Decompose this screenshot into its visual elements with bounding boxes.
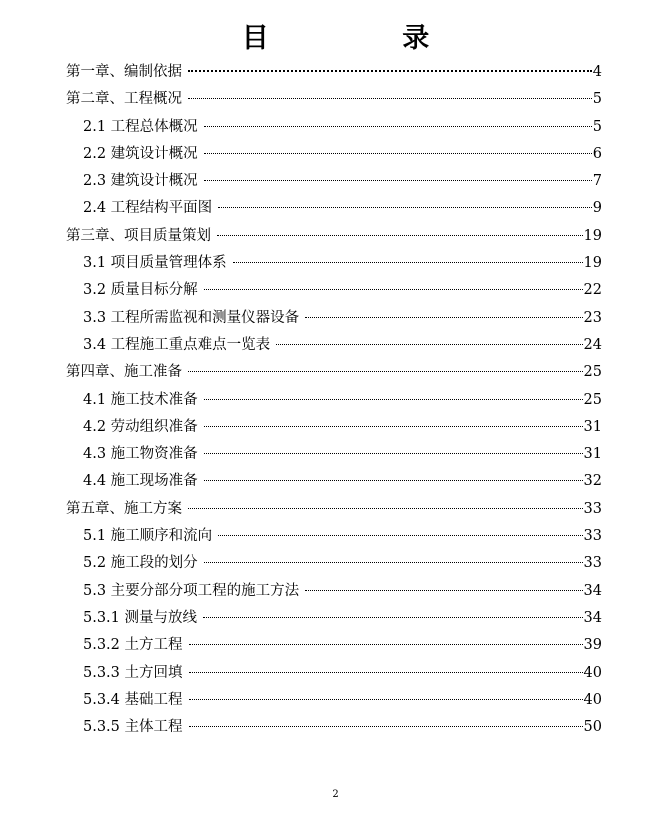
toc-entry-label: 4.4 施工现场准备 — [83, 473, 198, 490]
toc-entry-page: 4 — [592, 64, 602, 80]
dot-leader — [204, 453, 583, 454]
toc-entry-5-2[interactable] — [66, 550, 602, 577]
toc-entry-2-4[interactable] — [66, 195, 602, 222]
toc-entry-page: 5 — [592, 118, 602, 135]
page-number: 2 — [332, 789, 339, 800]
dot-leader — [188, 371, 583, 372]
dot-leader — [204, 480, 583, 481]
toc-entry-5-3[interactable] — [66, 578, 602, 605]
toc-entry-page: 40 — [583, 664, 602, 681]
toc-entry-4-3[interactable] — [66, 441, 602, 468]
toc-entry-page: 6 — [592, 145, 602, 162]
dot-leader — [218, 207, 592, 208]
toc-entry-3-2[interactable] — [66, 277, 602, 304]
toc-entry-page: 23 — [583, 309, 602, 326]
toc-entry-2-3[interactable] — [66, 168, 602, 195]
toc-entry-page: 33 — [583, 528, 602, 545]
toc-entry-4-2[interactable] — [66, 414, 602, 441]
toc-entry-chapter-2[interactable] — [66, 86, 602, 113]
toc-entry-chapter-1[interactable] — [66, 59, 602, 86]
toc-entry-label: 2.3 建筑设计概况 — [83, 173, 198, 190]
dot-leader — [189, 699, 583, 700]
toc-entry-chapter-3[interactable] — [66, 223, 602, 250]
dot-leader — [204, 180, 592, 181]
toc-entry-label: 第三章、项目质量策划 — [66, 227, 211, 244]
toc-entry-page: 33 — [583, 555, 602, 572]
dot-leader — [217, 235, 583, 236]
dot-leader — [305, 590, 582, 591]
dot-leader — [204, 126, 592, 127]
dot-leader — [218, 535, 582, 536]
toc-entry-5-3-4[interactable] — [66, 687, 602, 714]
toc-entry-label: 第四章、施工准备 — [66, 364, 182, 381]
toc-entry-page: 25 — [583, 364, 602, 381]
toc-entry-page: 22 — [583, 282, 602, 299]
dot-leader — [189, 726, 583, 727]
dot-leader — [204, 399, 583, 400]
toc-entry-5-1[interactable] — [66, 523, 602, 550]
toc-entry-4-4[interactable] — [66, 468, 602, 495]
toc-entry-page: 19 — [583, 227, 602, 244]
toc-entry-3-4[interactable] — [66, 332, 602, 359]
dot-leader — [276, 344, 582, 345]
toc-title: 目 录 — [241, 23, 492, 54]
dot-leader — [305, 317, 582, 318]
toc-entry-label: 3.1 项目质量管理体系 — [83, 255, 227, 272]
toc-entry-page: 40 — [583, 691, 602, 708]
toc-entry-label: 5.2 施工段的划分 — [83, 555, 198, 572]
toc-entry-label: 5.1 施工顺序和流向 — [83, 528, 213, 545]
toc-entry-label: 2.4 工程结构平面图 — [83, 200, 213, 217]
dot-leader — [188, 508, 583, 509]
toc-entry-3-3[interactable] — [66, 305, 602, 332]
toc-entry-5-3-3[interactable] — [66, 660, 602, 687]
toc-entry-label: 第二章、工程概况 — [66, 91, 182, 108]
toc-entry-page: 7 — [592, 173, 602, 190]
dot-leader — [188, 70, 592, 72]
toc-entry-label: 5.3 主要分部分项工程的施工方法 — [83, 582, 300, 599]
toc-entry-page: 9 — [592, 200, 602, 217]
toc-entry-label: 4.3 施工物资准备 — [83, 446, 198, 463]
dot-leader — [188, 98, 592, 99]
toc-entry-label: 4.2 劳动组织准备 — [83, 418, 198, 435]
dot-leader — [204, 426, 583, 427]
toc-entry-page: 32 — [583, 473, 602, 490]
toc-entry-page: 5 — [592, 91, 602, 108]
toc-entry-page: 31 — [583, 418, 602, 435]
toc-entry-5-3-2[interactable] — [66, 632, 602, 659]
toc-entry-5-3-5[interactable] — [66, 714, 602, 741]
toc-entry-label: 4.1 施工技术准备 — [83, 391, 198, 408]
toc-entry-label: 5.3.5 主体工程 — [83, 719, 183, 736]
toc-entry-label: 2.1 工程总体概况 — [83, 118, 198, 135]
toc-entry-label: 2.2 建筑设计概况 — [83, 145, 198, 162]
toc-entry-page: 39 — [583, 637, 602, 654]
toc-list — [66, 59, 602, 741]
toc-entry-4-1[interactable] — [66, 387, 602, 414]
dot-leader — [233, 262, 583, 263]
dot-leader — [204, 562, 583, 563]
toc-entry-label: 3.4 工程施工重点难点一览表 — [83, 336, 271, 353]
toc-entry-page: 33 — [583, 500, 602, 517]
toc-entry-page: 34 — [583, 609, 602, 626]
toc-entry-page: 34 — [583, 582, 602, 599]
toc-entry-chapter-4[interactable] — [66, 359, 602, 386]
toc-entry-label: 5.3.4 基础工程 — [83, 691, 183, 708]
toc-entry-3-1[interactable] — [66, 250, 602, 277]
toc-entry-label: 第五章、施工方案 — [66, 500, 182, 517]
toc-entry-2-2[interactable] — [66, 141, 602, 168]
toc-entry-page: 50 — [583, 719, 602, 736]
toc-entry-2-1[interactable] — [66, 114, 602, 141]
toc-entry-page: 31 — [583, 446, 602, 463]
toc-entry-label: 3.3 工程所需监视和测量仪器设备 — [83, 309, 300, 326]
toc-entry-label: 5.3.2 土方工程 — [83, 637, 183, 654]
toc-entry-page: 24 — [583, 336, 602, 353]
dot-leader — [189, 644, 583, 645]
toc-entry-label: 5.3.1 测量与放线 — [83, 609, 198, 626]
dot-leader — [189, 672, 583, 673]
toc-entry-label: 3.2 质量目标分解 — [83, 282, 198, 299]
toc-entry-page: 25 — [583, 391, 602, 408]
toc-entry-label: 5.3.3 土方回填 — [83, 664, 183, 681]
dot-leader — [204, 153, 592, 154]
dot-leader — [204, 289, 583, 290]
toc-entry-5-3-1[interactable] — [66, 605, 602, 632]
toc-entry-chapter-5[interactable] — [66, 496, 602, 523]
toc-entry-label: 第一章、编制依据 — [66, 64, 182, 80]
dot-leader — [203, 617, 583, 618]
toc-entry-page: 19 — [583, 255, 602, 272]
